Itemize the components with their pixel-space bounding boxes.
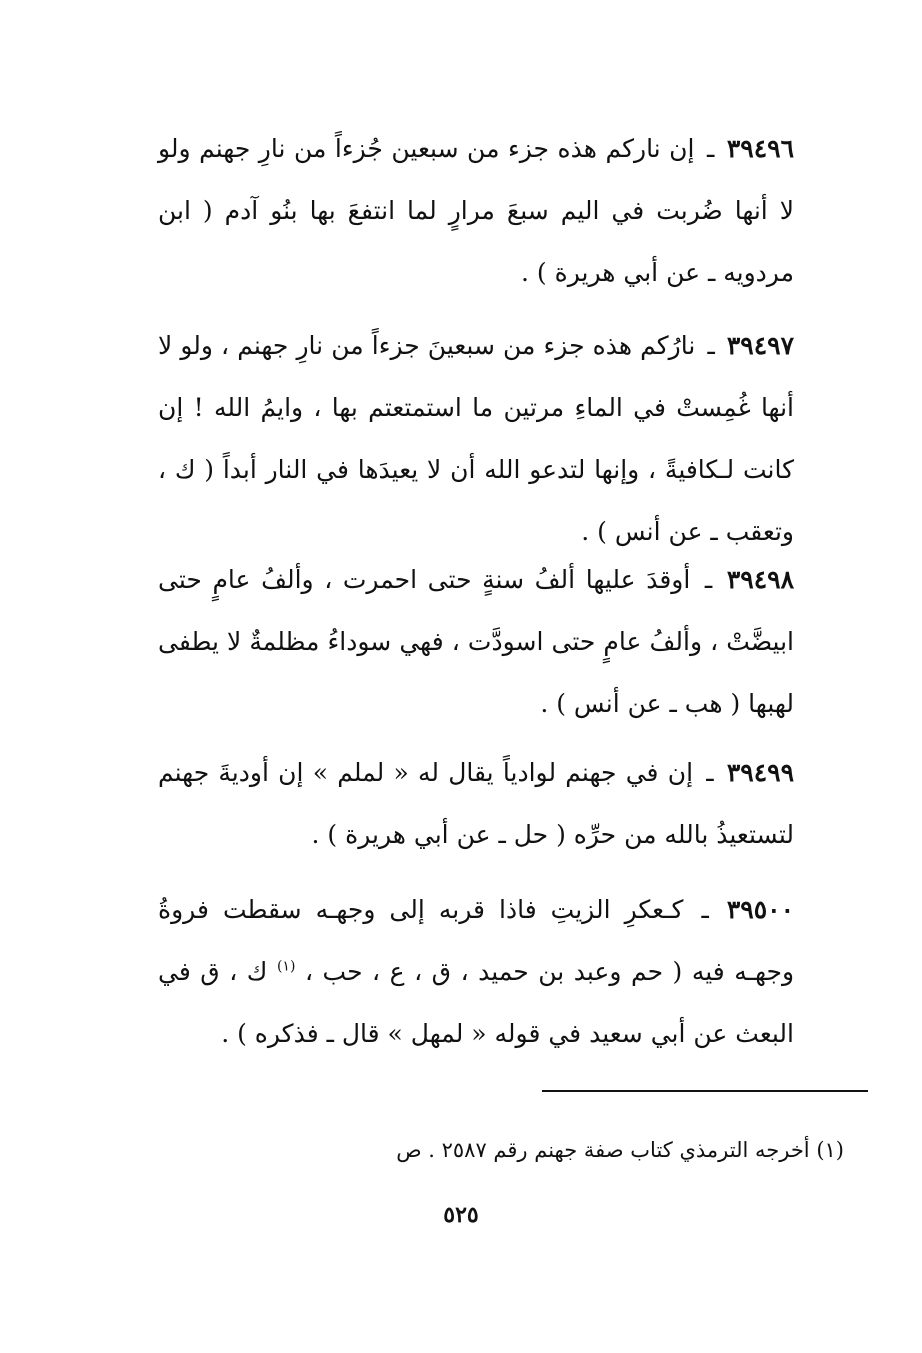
hadith-entry [158,549,794,735]
hadith-number: ٣٩٥٠٠ [726,895,794,924]
hadith-number: ٣٩٤٩٩ [726,758,794,787]
footnote: (١) أخرجه الترمذي كتاب صفة جهنم رقم ٢٥٨٧ . ص [396,1138,844,1162]
hadith-number: ٣٩٤٩٧ [726,331,795,360]
hadith-entry [158,879,794,1065]
hadith-entry [158,742,794,866]
hadith-separator: ـ [701,895,709,924]
hadith-entry [158,118,794,304]
hadith-text: أوقدَ عليها ألفُ سنةٍ حتى احمرت ، وألفُ عامٍ حتى ابيضَّتْ ، وألفُ عامٍ حتى اسودَّت ، فهي سوداءُ مظلمةٌ لا يطفى لهبها ( هب ـ عن أنس ) . [158,565,794,718]
hadith-text-continued: ك ، ق في البعث عن أبي سعيد في قوله « لمهل » قال ـ فذكره ) . [158,957,794,1048]
hadith-text: إن في جهنم لوادياً يقال له « لملم » إن أوديةَ جهنم لتستعيذُ بالله من حرِّه ( حل ـ عن أبي هريرة ) . [158,758,794,849]
hadith-number: ٣٩٤٩٨ [726,565,795,594]
page-number: ٥٢٥ [443,1202,479,1228]
hadith-separator: ـ [707,134,715,163]
hadith-separator: ـ [706,758,714,787]
hadith-text: إن ناركم هذه جزء من سبعين جُزءاً من نارِ جهنم ولو لا أنها ضُربت في اليم سبعَ مرارٍ لما انتفعَ بها بنُو آدم ( ابن مردويه ـ عن أبي هريرة ) . [158,134,794,287]
hadith-number: ٣٩٤٩٦ [726,134,795,163]
hadith-text: كـعكرِ الزيتِ فاذا قربه إلى وجهـه سقطت فروةُ وجهـه فيه ( حم وعبد بن حميد ، ق ، ع ، حب ، [158,895,795,986]
footnote-divider [542,1090,868,1092]
hadith-separator: ـ [704,565,713,594]
hadith-text: نارُكم هذه جزء من سبعينَ جزءاً من نارِ جهنم ، ولو لا أنها غُمِستْ في الماءِ مرتين ما استمتعتم بها ، وايمُ الله ! إن كانت لـكافيةً ، وإنها لتدعو الله أن لا يعيدَها في النار أبداً ( ك ، وتعقب ـ عن أنس ) . [158,331,794,546]
footnote-reference[interactable]: (١) [276,958,296,975]
hadith-separator: ـ [707,331,715,360]
hadith-entry [158,315,794,563]
